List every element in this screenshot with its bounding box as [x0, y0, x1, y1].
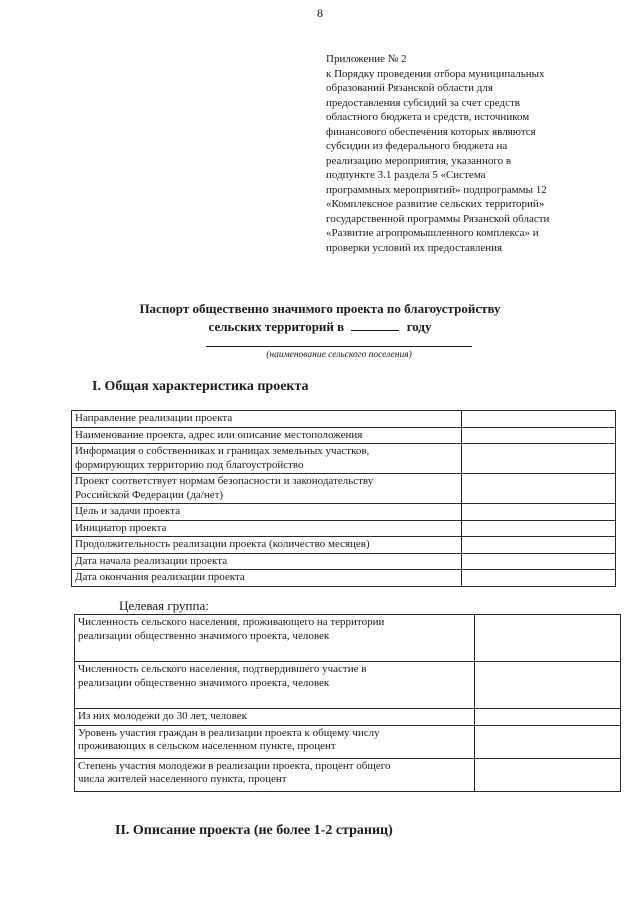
appendix-line: «Развитие агропромышленного комплекса» и [326, 227, 539, 239]
row-label-line: Степень участия молодежи в реализации проекта, процент общего [78, 759, 391, 772]
appendix-line: субсидии из федерального бюджета на [326, 140, 508, 152]
table-row [72, 520, 616, 537]
row-value-cell [475, 662, 621, 709]
row-label-line: Дата окончания реализации проекта [75, 571, 245, 583]
row-label-line: реализации общественно значимого проекта, человек [78, 629, 330, 642]
row-value-cell [462, 444, 616, 474]
document-title [60, 300, 580, 336]
year-blank-field [351, 319, 399, 331]
appendix-line: проверки условий их предоставления [326, 241, 503, 254]
page-number: 8 [317, 6, 323, 20]
appendix-line: финансового обеспечения которых являются [326, 125, 536, 138]
row-value-cell [462, 570, 616, 587]
appendix-line: подпункте 3.1 раздела 5 «Система [326, 169, 486, 181]
row-label-line: формирующих территорию под благоустройство [75, 458, 304, 471]
row-value-cell [462, 553, 616, 570]
row-label-line: Информация о собственниках и границах земельных участков, [75, 445, 370, 457]
table-row [72, 411, 616, 428]
row-value-cell [475, 709, 621, 726]
row-label [75, 758, 475, 791]
table-row [75, 615, 621, 662]
row-value-cell [462, 474, 616, 504]
row-value-cell [475, 615, 621, 662]
table-row [75, 725, 621, 758]
target-group-heading: Целевая группа: [119, 598, 209, 613]
row-label-line: Проект соответствует нормам безопасности и законодательству [75, 475, 374, 487]
settlement-caption: (наименование сельского поселения) [266, 350, 412, 360]
row-label-line: реализации общественно значимого проекта, человек [78, 676, 330, 689]
row-label-line: Уровень участия граждан в реализации проекта к общему числу [78, 726, 380, 739]
row-label-line: числа жителей населенного пункта, процент [78, 773, 287, 785]
row-value-cell [462, 427, 616, 444]
section-2-heading: II. Описание проекта (не более 1-2 страниц) [115, 823, 393, 838]
row-label [75, 662, 475, 709]
row-label-line: Из них молодежи до 30 лет, человек [78, 710, 247, 722]
row-label [75, 615, 475, 662]
title-line-1: Паспорт общественно значимого проекта по благоустройству [139, 301, 501, 316]
appendix-line: предоставления субсидий за счет средств [326, 96, 520, 109]
row-label [72, 537, 462, 554]
row-label-line: Российской Федерации (да/нет) [75, 488, 224, 501]
row-label [72, 570, 462, 587]
row-label [72, 553, 462, 570]
title-line-2 [60, 318, 580, 336]
appendix-line: образований Рязанской области для [326, 82, 493, 94]
row-label [75, 709, 475, 726]
row-label-line: проживающих в сельском населенном пункте, процент [78, 740, 336, 752]
table-row [72, 553, 616, 570]
appendix-line: реализацию мероприятия, указанного в [326, 154, 512, 167]
row-label-line: Инициатор проекта [75, 521, 167, 534]
row-label-line: Наименование проекта, адрес или описание местоположения [75, 428, 363, 441]
appendix-line: к Порядку проведения отбора муниципальных [326, 67, 545, 80]
appendix-line: программных мероприятий» подпрограммы 12 [326, 183, 547, 196]
appendix-line: государственной программы Рязанской области [326, 212, 550, 225]
appendix-note [326, 52, 616, 255]
row-label-line: Численность сельского населения, подтвердившего участие в [78, 663, 367, 675]
row-label [72, 504, 462, 521]
project-characteristics-table [71, 410, 616, 587]
table-row [75, 758, 621, 791]
appendix-line: областного бюджета и средств, источником [326, 111, 530, 123]
row-value-cell [462, 504, 616, 521]
row-label [75, 725, 475, 758]
table-row [72, 427, 616, 444]
row-label [72, 444, 462, 474]
table-row [72, 570, 616, 587]
row-label [72, 411, 462, 428]
row-label-line: Цель и задачи проекта [75, 505, 181, 517]
row-label [72, 520, 462, 537]
row-label [72, 474, 462, 504]
row-value-cell [462, 411, 616, 428]
table-row [75, 709, 621, 726]
row-label-line: Продолжительность реализации проекта (количество месяцев) [75, 538, 370, 550]
title-line-2-prefix: сельских территорий в [208, 319, 345, 334]
row-value-cell [462, 520, 616, 537]
row-value-cell [475, 758, 621, 791]
title-line-2-suffix: году [406, 319, 432, 334]
appendix-line: «Комплексное развитие сельских территорий» [326, 198, 545, 210]
row-value-cell [462, 537, 616, 554]
table-row [72, 444, 616, 474]
table-row [72, 504, 616, 521]
row-label-line: Дата начала реализации проекта [75, 554, 228, 567]
row-label-line: Направление реализации проекта [75, 412, 233, 424]
table-row [72, 537, 616, 554]
table-row [72, 474, 616, 504]
appendix-line: Приложение № 2 [326, 53, 407, 65]
row-label [72, 427, 462, 444]
row-value-cell [475, 725, 621, 758]
table-row [75, 662, 621, 709]
row-label-line: Численность сельского населения, проживающего на территории [78, 616, 385, 628]
settlement-name-line [206, 346, 472, 347]
target-group-table [74, 614, 621, 792]
section-1-heading: I. Общая характеристика проекта [92, 379, 309, 394]
